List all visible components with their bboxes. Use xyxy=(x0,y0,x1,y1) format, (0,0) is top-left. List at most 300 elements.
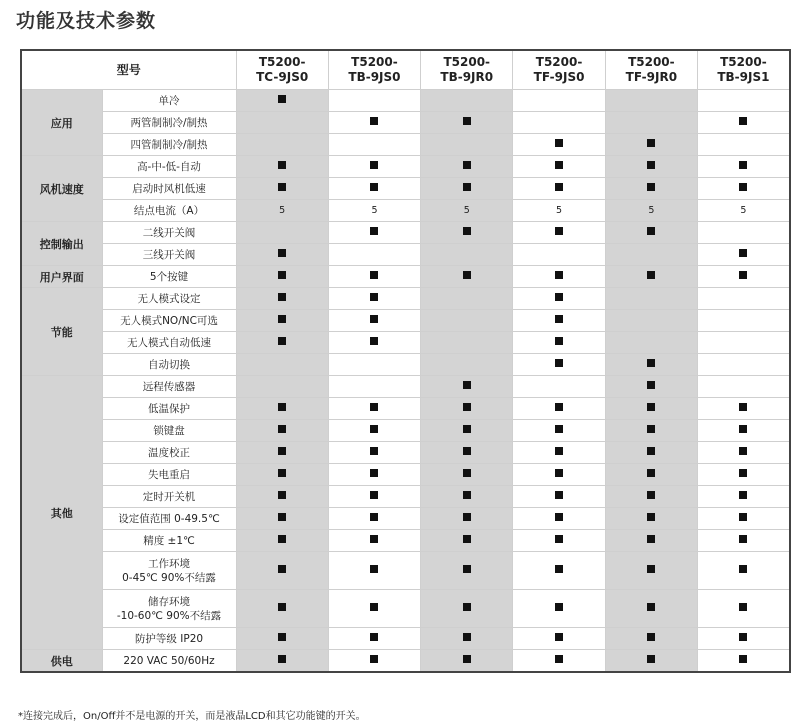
value-cell xyxy=(236,90,328,112)
check-mark-icon xyxy=(555,337,563,345)
value-cell xyxy=(605,156,697,178)
value-cell xyxy=(421,134,513,156)
value-cell xyxy=(698,354,790,376)
value-cell xyxy=(513,590,605,628)
value-cell xyxy=(328,508,420,530)
value-cell xyxy=(236,156,328,178)
check-mark-icon xyxy=(463,117,471,125)
value-cell xyxy=(328,552,420,590)
check-mark-icon xyxy=(555,403,563,411)
table-row xyxy=(21,464,790,486)
check-mark-icon xyxy=(370,469,378,477)
value-cell xyxy=(421,332,513,354)
value-cell xyxy=(513,266,605,288)
value-cell xyxy=(421,590,513,628)
check-mark-icon xyxy=(370,161,378,169)
value-cell xyxy=(698,398,790,420)
check-mark-icon xyxy=(463,565,471,573)
check-mark-icon xyxy=(555,535,563,543)
feature-cell: 高-中-低-自动 xyxy=(102,156,236,178)
value-cell xyxy=(421,650,513,673)
check-mark-icon xyxy=(555,491,563,499)
check-mark-icon xyxy=(555,359,563,367)
value-cell xyxy=(328,222,420,244)
value-cell xyxy=(421,628,513,650)
page-title: 功能及技术参数 xyxy=(16,10,157,32)
check-mark-icon xyxy=(739,633,747,641)
check-mark-icon xyxy=(370,337,378,345)
value-cell xyxy=(605,398,697,420)
model-header-5: T5200- TF-9JR0 xyxy=(605,50,697,90)
category-cell: 控制输出 xyxy=(21,222,102,266)
table-row xyxy=(21,398,790,420)
value-cell xyxy=(698,288,790,310)
check-mark-icon xyxy=(739,655,747,663)
check-mark-icon xyxy=(647,227,655,235)
value-cell: 5 xyxy=(513,200,605,222)
value-cell xyxy=(513,178,605,200)
feature-cell: 二线开关阀 xyxy=(102,222,236,244)
check-mark-icon xyxy=(739,491,747,499)
check-mark-icon xyxy=(739,469,747,477)
feature-cell: 两管制制冷/制热 xyxy=(102,112,236,134)
check-mark-icon xyxy=(739,271,747,279)
check-mark-icon xyxy=(647,633,655,641)
value-cell xyxy=(236,398,328,420)
model-header-2: T5200- TB-9JS0 xyxy=(328,50,420,90)
model-header-3: T5200- TB-9JR0 xyxy=(421,50,513,90)
value-cell xyxy=(421,310,513,332)
value-cell xyxy=(236,628,328,650)
check-mark-icon xyxy=(370,603,378,611)
value-cell xyxy=(513,442,605,464)
value-cell xyxy=(421,266,513,288)
value-cell xyxy=(698,156,790,178)
check-mark-icon xyxy=(370,565,378,573)
check-mark-icon xyxy=(463,655,471,663)
check-mark-icon xyxy=(739,565,747,573)
value-cell xyxy=(421,420,513,442)
category-cell: 其他 xyxy=(21,376,102,650)
check-mark-icon xyxy=(555,183,563,191)
check-mark-icon xyxy=(463,469,471,477)
value-cell xyxy=(605,222,697,244)
check-mark-icon xyxy=(370,403,378,411)
value-cell xyxy=(605,530,697,552)
value-cell xyxy=(328,90,420,112)
check-mark-icon xyxy=(555,565,563,573)
value-cell xyxy=(236,508,328,530)
value-cell xyxy=(236,332,328,354)
value-cell xyxy=(513,464,605,486)
value-cell xyxy=(328,530,420,552)
value-cell xyxy=(328,650,420,673)
value-cell xyxy=(605,332,697,354)
value-cell xyxy=(513,332,605,354)
value-cell xyxy=(421,90,513,112)
table-row xyxy=(21,552,790,590)
check-mark-icon xyxy=(463,447,471,455)
value-cell xyxy=(328,376,420,398)
value-cell xyxy=(421,112,513,134)
check-mark-icon xyxy=(647,381,655,389)
check-mark-icon xyxy=(370,513,378,521)
check-mark-icon xyxy=(463,403,471,411)
value-cell xyxy=(605,650,697,673)
value-cell xyxy=(513,420,605,442)
value-cell xyxy=(698,112,790,134)
check-mark-icon xyxy=(278,183,286,191)
feature-cell: 无人模式设定 xyxy=(102,288,236,310)
value-cell xyxy=(421,508,513,530)
value-cell xyxy=(513,90,605,112)
value-cell: 5 xyxy=(421,200,513,222)
check-mark-icon xyxy=(463,227,471,235)
value-cell xyxy=(236,464,328,486)
feature-cell: 单冷 xyxy=(102,90,236,112)
value-cell xyxy=(605,376,697,398)
value-cell xyxy=(421,530,513,552)
check-mark-icon xyxy=(739,513,747,521)
value-cell xyxy=(328,442,420,464)
value-cell xyxy=(328,590,420,628)
value-cell xyxy=(698,486,790,508)
table-row xyxy=(21,200,790,222)
check-mark-icon xyxy=(278,655,286,663)
feature-cell: 远程传感器 xyxy=(102,376,236,398)
check-mark-icon xyxy=(555,315,563,323)
check-mark-icon xyxy=(739,249,747,257)
feature-cell: 失电重启 xyxy=(102,464,236,486)
value-cell xyxy=(421,244,513,266)
check-mark-icon xyxy=(555,603,563,611)
table-row xyxy=(21,90,790,112)
value-cell xyxy=(421,552,513,590)
value-cell xyxy=(513,486,605,508)
value-cell xyxy=(605,628,697,650)
value-cell xyxy=(698,590,790,628)
feature-cell: 结点电流（A） xyxy=(102,200,236,222)
value-cell xyxy=(236,112,328,134)
check-mark-icon xyxy=(278,469,286,477)
check-mark-icon xyxy=(647,271,655,279)
feature-cell: 自动切换 xyxy=(102,354,236,376)
check-mark-icon xyxy=(647,655,655,663)
check-mark-icon xyxy=(647,403,655,411)
check-mark-icon xyxy=(739,161,747,169)
value-cell xyxy=(698,178,790,200)
table-row xyxy=(21,244,790,266)
check-mark-icon xyxy=(647,447,655,455)
check-mark-icon xyxy=(739,603,747,611)
check-mark-icon xyxy=(555,425,563,433)
category-cell: 节能 xyxy=(21,288,102,376)
check-mark-icon xyxy=(739,183,747,191)
value-cell xyxy=(421,464,513,486)
check-mark-icon xyxy=(463,425,471,433)
feature-cell: 无人模式NO/NC可选 xyxy=(102,310,236,332)
table-row xyxy=(21,354,790,376)
value-cell xyxy=(421,398,513,420)
check-mark-icon xyxy=(278,447,286,455)
value-cell xyxy=(236,420,328,442)
check-mark-icon xyxy=(370,535,378,543)
check-mark-icon xyxy=(278,315,286,323)
check-mark-icon xyxy=(555,655,563,663)
check-mark-icon xyxy=(555,633,563,641)
model-header-4: T5200- TF-9JS0 xyxy=(513,50,605,90)
value-cell xyxy=(605,442,697,464)
value-cell xyxy=(328,332,420,354)
check-mark-icon xyxy=(739,425,747,433)
value-cell xyxy=(236,222,328,244)
value-cell xyxy=(513,376,605,398)
value-cell xyxy=(698,530,790,552)
check-mark-icon xyxy=(739,447,747,455)
value-cell xyxy=(698,244,790,266)
feature-cell: 工作环境 0-45℃ 90%不结露 xyxy=(102,552,236,590)
check-mark-icon xyxy=(739,403,747,411)
check-mark-icon xyxy=(278,633,286,641)
value-cell xyxy=(328,156,420,178)
check-mark-icon xyxy=(278,565,286,573)
spec-table xyxy=(20,49,791,673)
value-cell xyxy=(698,310,790,332)
value-cell xyxy=(421,354,513,376)
check-mark-icon xyxy=(555,161,563,169)
value-cell xyxy=(236,442,328,464)
value-cell xyxy=(698,650,790,673)
value-cell xyxy=(605,288,697,310)
table-row xyxy=(21,420,790,442)
value-cell xyxy=(236,650,328,673)
check-mark-icon xyxy=(647,425,655,433)
feature-cell: 锁键盘 xyxy=(102,420,236,442)
value-cell xyxy=(605,420,697,442)
value-cell xyxy=(421,222,513,244)
value-cell xyxy=(328,420,420,442)
check-mark-icon xyxy=(278,249,286,257)
value-cell xyxy=(605,310,697,332)
check-mark-icon xyxy=(647,469,655,477)
value-cell xyxy=(605,266,697,288)
value-cell xyxy=(698,90,790,112)
check-mark-icon xyxy=(278,271,286,279)
value-cell xyxy=(513,222,605,244)
value-cell xyxy=(605,552,697,590)
feature-cell: 三线开关阀 xyxy=(102,244,236,266)
feature-cell: 5个按键 xyxy=(102,266,236,288)
check-mark-icon xyxy=(463,513,471,521)
check-mark-icon xyxy=(463,271,471,279)
category-cell: 供电 xyxy=(21,650,102,673)
model-header-label: 型号 xyxy=(21,50,236,90)
check-mark-icon xyxy=(463,381,471,389)
check-mark-icon xyxy=(647,603,655,611)
value-cell xyxy=(421,442,513,464)
value-cell xyxy=(236,552,328,590)
value-cell xyxy=(513,244,605,266)
value-cell xyxy=(236,486,328,508)
value-cell: 5 xyxy=(698,200,790,222)
value-cell xyxy=(513,650,605,673)
check-mark-icon xyxy=(647,565,655,573)
value-cell xyxy=(328,134,420,156)
table-row xyxy=(21,288,790,310)
category-cell: 风机速度 xyxy=(21,156,102,222)
check-mark-icon xyxy=(278,491,286,499)
feature-cell: 启动时风机低速 xyxy=(102,178,236,200)
table-row xyxy=(21,650,790,673)
table-row xyxy=(21,112,790,134)
value-cell xyxy=(605,464,697,486)
check-mark-icon xyxy=(463,633,471,641)
value-cell xyxy=(605,134,697,156)
check-mark-icon xyxy=(463,161,471,169)
check-mark-icon xyxy=(278,337,286,345)
check-mark-icon xyxy=(555,469,563,477)
value-cell xyxy=(328,398,420,420)
check-mark-icon xyxy=(739,117,747,125)
value-cell xyxy=(328,628,420,650)
check-mark-icon xyxy=(647,513,655,521)
value-cell xyxy=(236,310,328,332)
value-cell xyxy=(513,508,605,530)
value-cell xyxy=(698,134,790,156)
value-cell xyxy=(698,332,790,354)
table-row xyxy=(21,156,790,178)
value-cell xyxy=(698,552,790,590)
check-mark-icon xyxy=(555,513,563,521)
table-row xyxy=(21,134,790,156)
check-mark-icon xyxy=(370,227,378,235)
check-mark-icon xyxy=(278,535,286,543)
table-row xyxy=(21,222,790,244)
value-cell xyxy=(698,420,790,442)
value-cell xyxy=(328,178,420,200)
value-cell xyxy=(698,464,790,486)
check-mark-icon xyxy=(278,513,286,521)
check-mark-icon xyxy=(370,183,378,191)
check-mark-icon xyxy=(370,293,378,301)
check-mark-icon xyxy=(647,161,655,169)
value-cell xyxy=(513,134,605,156)
value-cell: 5 xyxy=(236,200,328,222)
value-cell xyxy=(605,354,697,376)
value-cell xyxy=(513,628,605,650)
table-row xyxy=(21,486,790,508)
value-cell xyxy=(513,156,605,178)
value-cell xyxy=(513,530,605,552)
value-cell xyxy=(605,244,697,266)
table-row xyxy=(21,310,790,332)
value-cell xyxy=(236,354,328,376)
value-cell xyxy=(513,112,605,134)
check-mark-icon xyxy=(555,227,563,235)
value-cell: 5 xyxy=(328,200,420,222)
check-mark-icon xyxy=(370,491,378,499)
feature-cell: 低温保护 xyxy=(102,398,236,420)
value-cell xyxy=(513,354,605,376)
model-header-6: T5200- TB-9JS1 xyxy=(698,50,790,90)
feature-cell: 防护等级 IP20 xyxy=(102,628,236,650)
value-cell xyxy=(421,178,513,200)
feature-cell: 定时开关机 xyxy=(102,486,236,508)
value-cell xyxy=(328,310,420,332)
value-cell xyxy=(513,552,605,590)
check-mark-icon xyxy=(463,603,471,611)
value-cell: 5 xyxy=(605,200,697,222)
table-row xyxy=(21,332,790,354)
value-cell xyxy=(236,530,328,552)
value-cell xyxy=(605,486,697,508)
value-cell xyxy=(328,244,420,266)
table-row xyxy=(21,508,790,530)
value-cell xyxy=(328,354,420,376)
check-mark-icon xyxy=(555,447,563,455)
footnote: *连接完成后，On/Off并不是电源的开关，而是液晶LCD和其它功能键的开关。 xyxy=(18,711,366,722)
value-cell xyxy=(328,266,420,288)
check-mark-icon xyxy=(647,491,655,499)
value-cell xyxy=(605,590,697,628)
check-mark-icon xyxy=(647,359,655,367)
check-mark-icon xyxy=(370,447,378,455)
check-mark-icon xyxy=(278,425,286,433)
check-mark-icon xyxy=(555,271,563,279)
value-cell xyxy=(236,266,328,288)
value-cell xyxy=(328,288,420,310)
feature-cell: 设定值范围 0-49.5℃ xyxy=(102,508,236,530)
value-cell xyxy=(236,288,328,310)
check-mark-icon xyxy=(370,315,378,323)
check-mark-icon xyxy=(278,293,286,301)
table-row xyxy=(21,628,790,650)
value-cell xyxy=(236,244,328,266)
value-cell xyxy=(421,376,513,398)
check-mark-icon xyxy=(463,535,471,543)
feature-cell: 储存环境 -10-60℃ 90%不结露 xyxy=(102,590,236,628)
value-cell xyxy=(236,376,328,398)
table-row xyxy=(21,590,790,628)
check-mark-icon xyxy=(278,95,286,103)
feature-cell: 220 VAC 50/60Hz xyxy=(102,650,236,673)
value-cell xyxy=(328,112,420,134)
check-mark-icon xyxy=(555,293,563,301)
table-row xyxy=(21,530,790,552)
check-mark-icon xyxy=(278,161,286,169)
check-mark-icon xyxy=(370,425,378,433)
value-cell xyxy=(698,508,790,530)
value-cell xyxy=(698,376,790,398)
table-row xyxy=(21,178,790,200)
table-row xyxy=(21,442,790,464)
check-mark-icon xyxy=(647,139,655,147)
value-cell xyxy=(421,486,513,508)
model-header-1: T5200- TC-9JS0 xyxy=(236,50,328,90)
value-cell xyxy=(605,112,697,134)
table-row xyxy=(21,376,790,398)
value-cell xyxy=(421,288,513,310)
value-cell xyxy=(605,178,697,200)
feature-cell: 四管制制冷/制热 xyxy=(102,134,236,156)
category-cell: 应用 xyxy=(21,90,102,156)
check-mark-icon xyxy=(278,603,286,611)
check-mark-icon xyxy=(463,491,471,499)
feature-cell: 温度校正 xyxy=(102,442,236,464)
check-mark-icon xyxy=(647,183,655,191)
value-cell xyxy=(605,508,697,530)
check-mark-icon xyxy=(370,117,378,125)
